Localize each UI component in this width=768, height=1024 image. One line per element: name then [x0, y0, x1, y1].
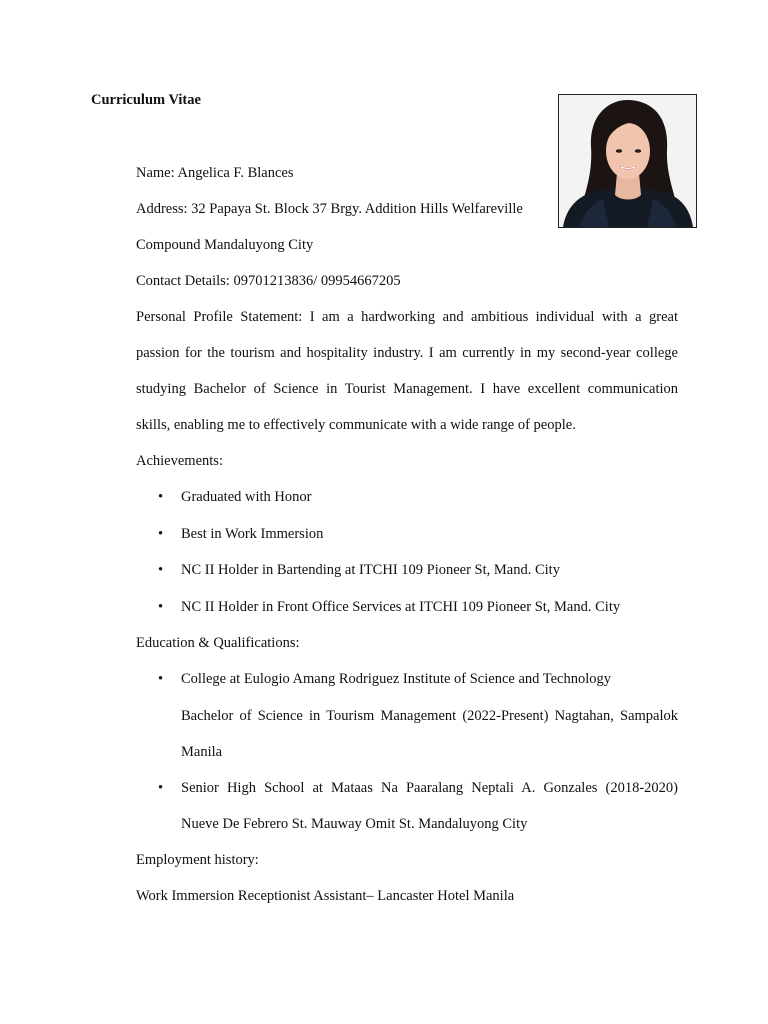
- profile-statement-line: Personal Profile Statement: I am a hardworking and ambitious individual with a great: [136, 309, 678, 325]
- bullet-icon: •: [158, 562, 164, 578]
- education-detail: Bachelor of Science in Tourism Management (2022-Present) Nagtahan, Sampalok: [181, 707, 678, 724]
- address-line: Address: 32 Papaya St. Block 37 Brgy. Addition Hills Welfareville: [136, 201, 523, 217]
- employment-entry: Work Immersion Receptionist Assistant– Lancaster Hotel Manila: [136, 888, 515, 904]
- achievement-item: [136, 557, 678, 594]
- contact-line: Contact Details: 09701213836/ 09954667205: [136, 273, 401, 289]
- achievement-text: Best in Work Immersion: [181, 525, 324, 542]
- document-title: Curriculum Vitae: [91, 92, 201, 108]
- education-institution: Senior High School at Mataas Na Paaralang Neptali A. Gonzales (2018-2020): [181, 779, 678, 796]
- achievement-item: [136, 594, 678, 631]
- profile-statement-line: passion for the tourism and hospitality industry. I am currently in my second-year college: [136, 345, 678, 361]
- achievement-text: NC II Holder in Front Office Services at ITCHI 109 Pioneer St, Mand. City: [181, 598, 621, 615]
- bullet-icon: •: [158, 671, 164, 687]
- achievement-text: Graduated with Honor: [181, 489, 312, 505]
- cv-content: [136, 160, 678, 919]
- bullet-icon: •: [158, 489, 164, 505]
- education-heading: Education & Qualifications:: [136, 635, 300, 651]
- bullet-icon: •: [158, 525, 164, 542]
- achievement-text: NC II Holder in Bartending at ITCHI 109 Pioneer St, Mand. City: [181, 562, 560, 578]
- employment-heading: Employment history:: [136, 852, 259, 868]
- achievement-item: [136, 521, 678, 558]
- education-detail: Manila: [181, 743, 223, 760]
- education-detail: Nueve De Febrero St. Mauway Omit St. Mandaluyong City: [181, 816, 528, 832]
- bullet-icon: •: [158, 598, 164, 615]
- education-item: [136, 775, 678, 812]
- name-line: Name: Angelica F. Blances: [136, 165, 294, 181]
- profile-statement-line: studying Bachelor of Science in Tourist Management. I have excellent communication: [136, 381, 678, 397]
- profile-statement-line: skills, enabling me to effectively communicate with a wide range of people.: [136, 417, 576, 433]
- education-item: [136, 666, 678, 703]
- bullet-icon: •: [158, 779, 164, 796]
- achievements-heading: Achievements:: [136, 453, 223, 469]
- education-institution: College at Eulogio Amang Rodriguez Institute of Science and Technology: [181, 671, 611, 687]
- address-line-continued: Compound Mandaluyong City: [136, 237, 314, 253]
- achievement-item: [136, 484, 678, 521]
